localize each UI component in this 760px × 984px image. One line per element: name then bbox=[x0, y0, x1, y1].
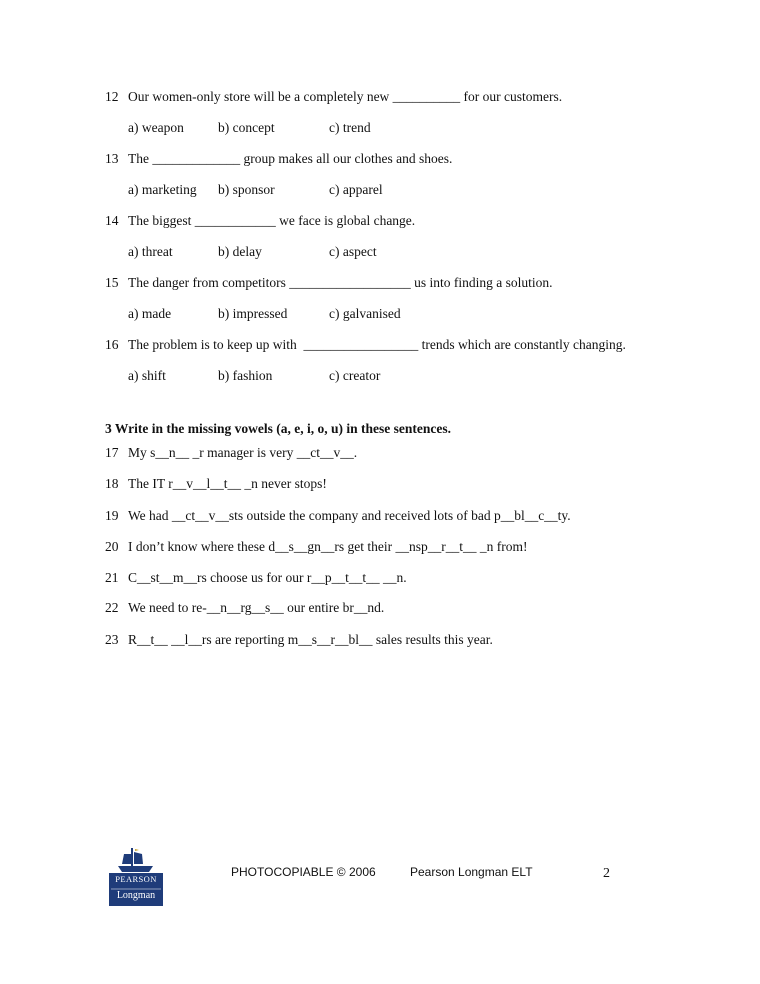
option-b: b) delay bbox=[218, 244, 262, 259]
question-number: 14 bbox=[105, 213, 119, 228]
question-text: We need to re-__n__rg__s__ our entire br__nd. bbox=[128, 600, 385, 615]
question-20 bbox=[105, 539, 527, 555]
section-heading: 3 Write in the missing vowels (a, e, i, o, u) in these sentences. bbox=[105, 421, 451, 436]
question-number: 15 bbox=[105, 275, 119, 290]
question-15 bbox=[105, 275, 552, 291]
option-a: a) marketing bbox=[128, 182, 197, 197]
question-number: 18 bbox=[105, 476, 119, 491]
option-c: c) creator bbox=[329, 368, 381, 383]
question-text: Our women-only store will be a completely new __________ for our customers. bbox=[128, 89, 563, 104]
question-12 bbox=[105, 89, 562, 105]
option-b: b) impressed bbox=[218, 306, 288, 321]
copyright-notice: PHOTOCOPIABLE © 2006 bbox=[231, 865, 376, 879]
option-a: a) threat bbox=[128, 244, 173, 259]
question-number: 21 bbox=[105, 570, 119, 585]
question-text: The problem is to keep up with _________________ trends which are constantly changing. bbox=[128, 337, 626, 352]
pearson-longman-logo bbox=[109, 846, 163, 906]
question-22 bbox=[105, 600, 384, 616]
option-c: c) trend bbox=[329, 120, 371, 135]
option-b: b) sponsor bbox=[218, 182, 275, 197]
logo-text-longman: Longman bbox=[116, 890, 156, 901]
option-c: c) galvanised bbox=[329, 306, 401, 321]
option-a: a) shift bbox=[128, 368, 166, 383]
question-text: The biggest ____________ we face is global change. bbox=[128, 213, 416, 228]
question-18 bbox=[105, 476, 327, 492]
logo-text-pearson: PEARSON bbox=[115, 874, 157, 884]
question-19 bbox=[105, 508, 571, 524]
question-number: 19 bbox=[105, 508, 119, 523]
question-text: The danger from competitors __________________ us into finding a solution. bbox=[128, 275, 553, 290]
question-number: 12 bbox=[105, 89, 119, 104]
question-text: My s__n__ _r manager is very __ct__v__. bbox=[128, 445, 358, 460]
publisher-name: Pearson Longman ELT bbox=[410, 865, 533, 879]
question-text: C__st__m__rs choose us for our r__p__t__t__ __n. bbox=[128, 570, 407, 585]
question-number: 16 bbox=[105, 337, 119, 352]
question-13 bbox=[105, 151, 452, 167]
page-number: 2 bbox=[603, 866, 610, 881]
question-21 bbox=[105, 570, 407, 586]
question-number: 17 bbox=[105, 445, 119, 460]
question-text: R__t__ __l__rs are reporting m__s__r__bl__ sales results this year. bbox=[128, 632, 493, 647]
option-a: a) made bbox=[128, 306, 172, 321]
question-text: The IT r__v__l__t__ _n never stops! bbox=[128, 476, 327, 491]
question-16 bbox=[105, 337, 626, 353]
question-text: The _____________ group makes all our clothes and shoes. bbox=[128, 151, 453, 166]
option-c: c) aspect bbox=[329, 244, 377, 259]
question-23 bbox=[105, 632, 493, 648]
question-number: 20 bbox=[105, 539, 119, 554]
option-b: b) concept bbox=[218, 120, 275, 135]
option-c: c) apparel bbox=[329, 182, 383, 197]
option-b: b) fashion bbox=[218, 368, 273, 383]
option-a: a) weapon bbox=[128, 120, 184, 135]
question-text: I don’t know where these d__s__gn__rs get their __nsp__r__t__ _n from! bbox=[128, 539, 528, 554]
question-14 bbox=[105, 213, 415, 229]
question-text: We had __ct__v__sts outside the company and received lots of bad p__bl__c__ty. bbox=[128, 508, 571, 523]
question-number: 13 bbox=[105, 151, 119, 166]
question-17 bbox=[105, 445, 357, 461]
question-number: 22 bbox=[105, 600, 119, 615]
question-number: 23 bbox=[105, 632, 119, 647]
